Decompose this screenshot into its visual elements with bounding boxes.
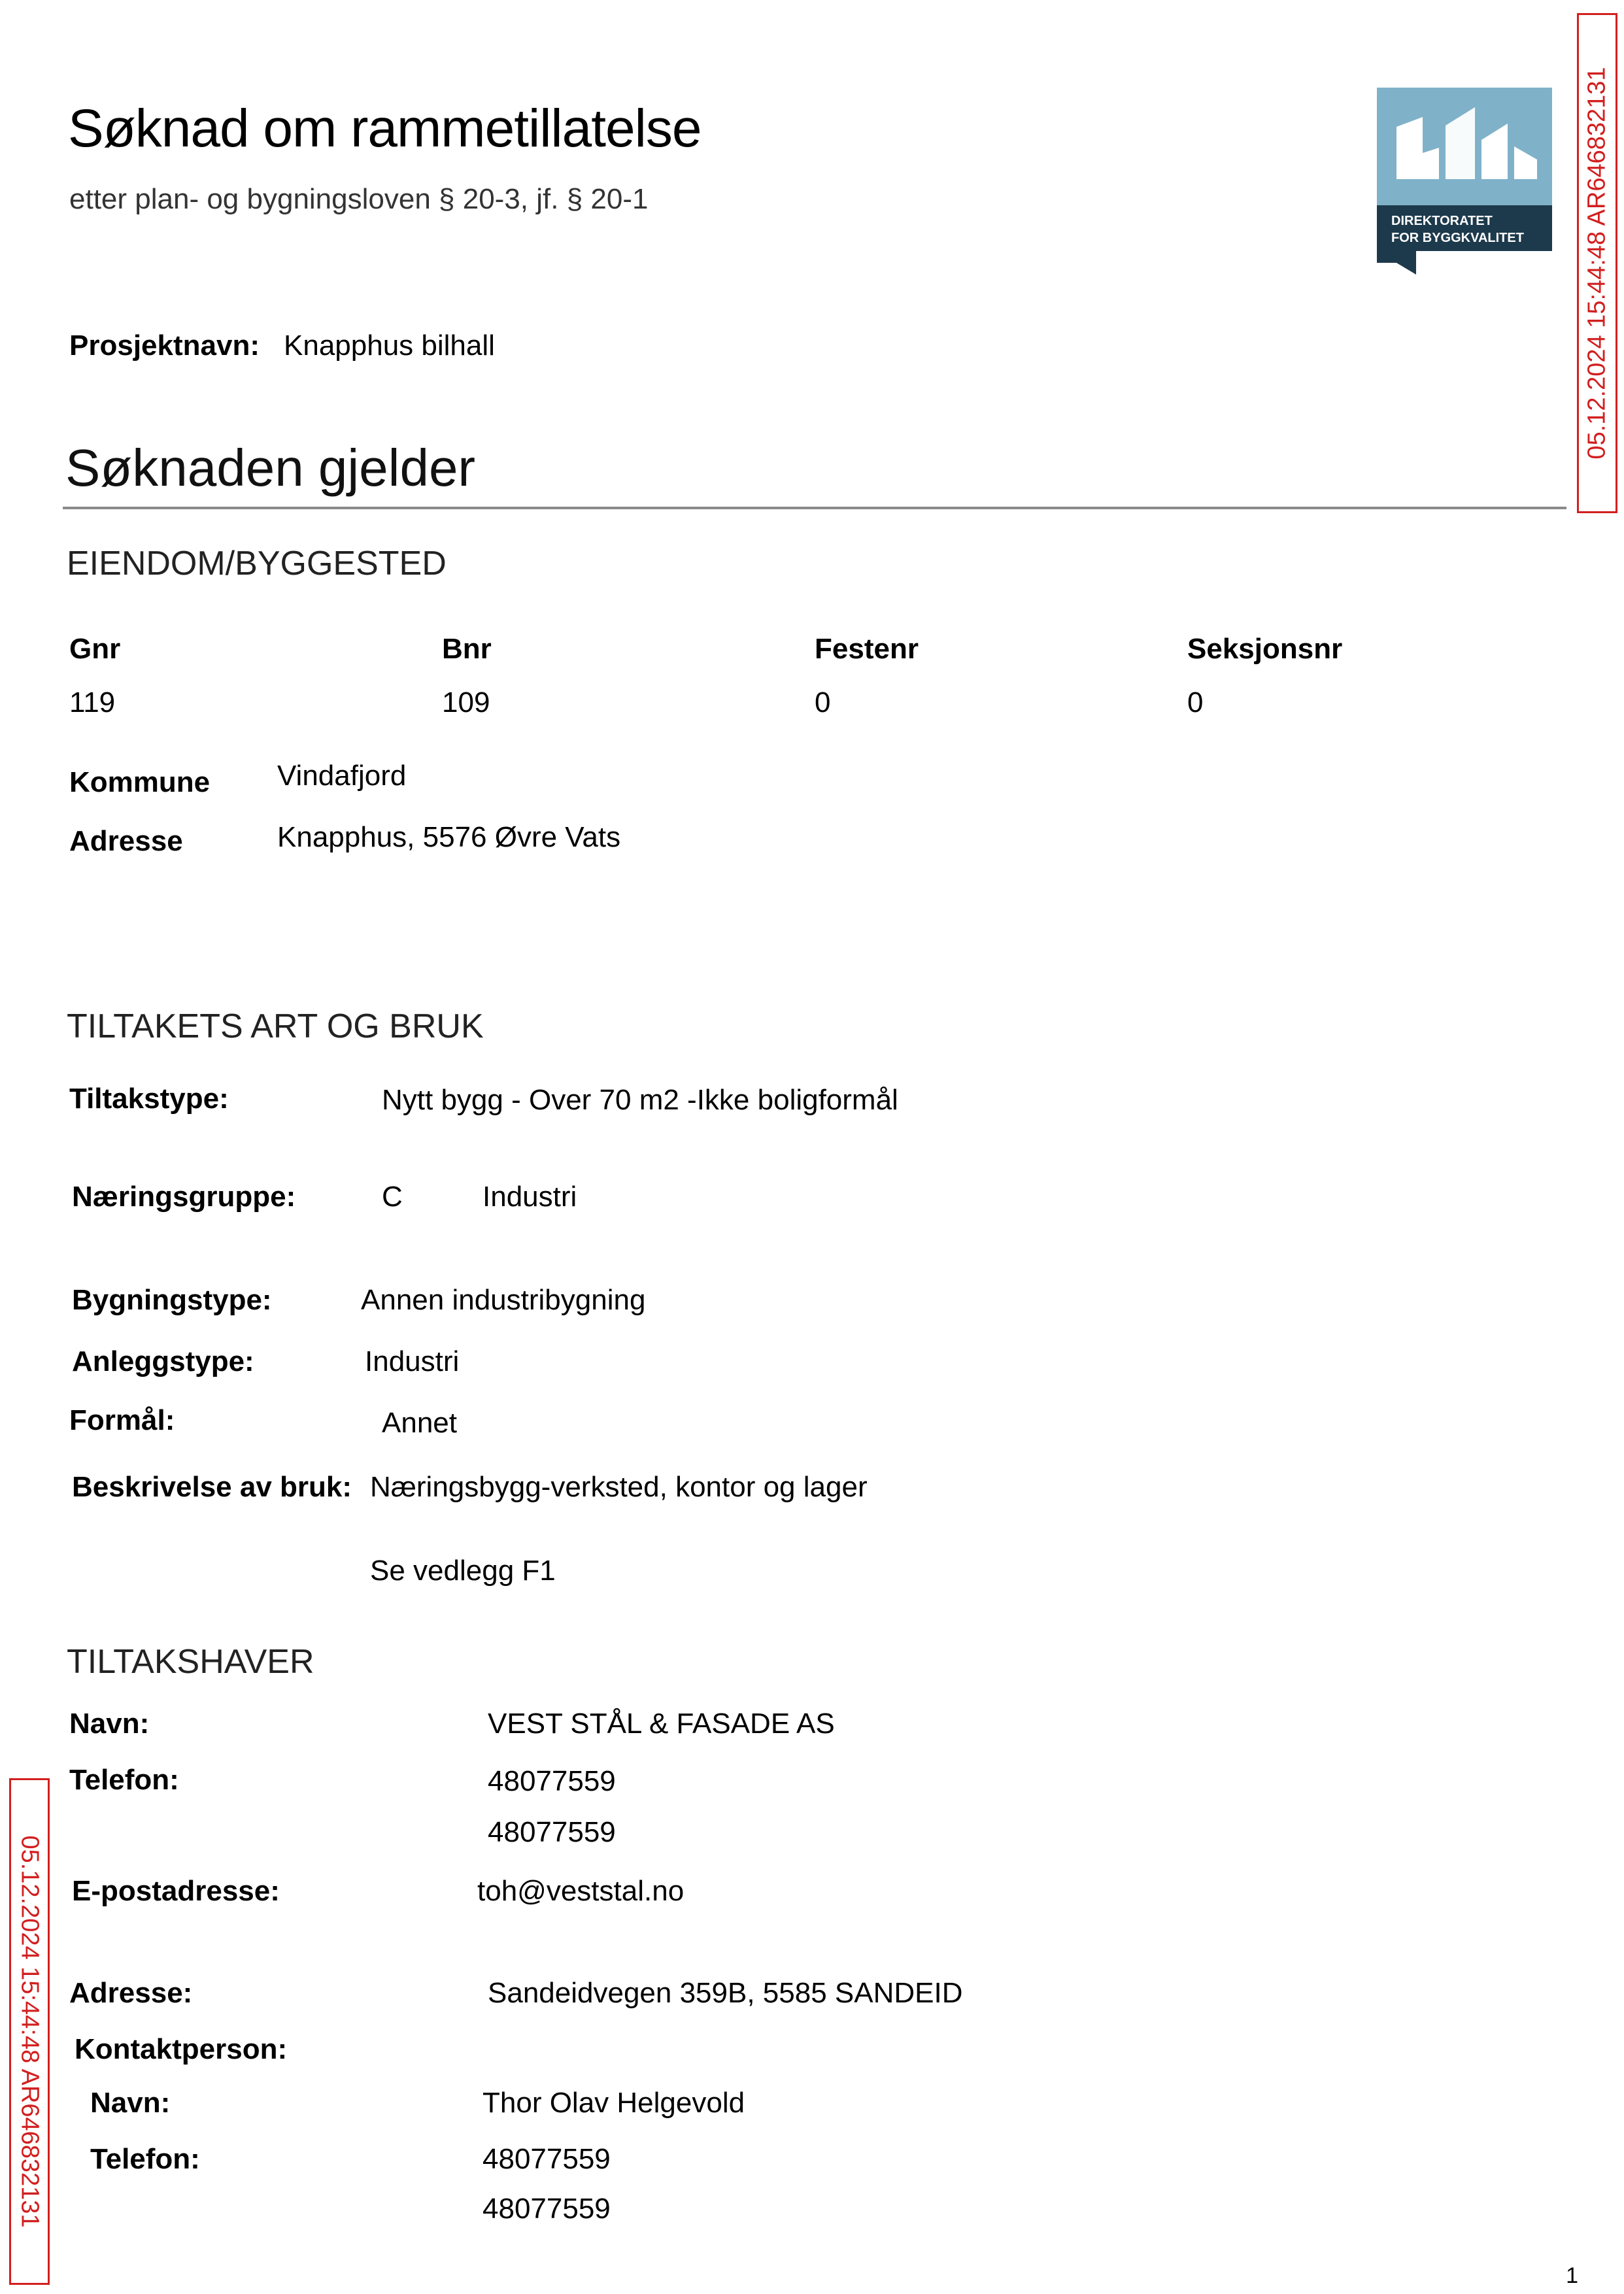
kontakt-telefon-value-1: 48077559 — [482, 2143, 611, 2175]
section-title: Søknaden gjelder — [65, 439, 476, 497]
bnr-label: Bnr — [442, 633, 492, 665]
beskrivelse-value: Næringsbygg-verksted, kontor og lager — [370, 1471, 868, 1503]
tiltakshaver-adresse-value: Sandeidvegen 359B, 5585 SANDEID — [488, 1977, 963, 2009]
epost-value: toh@veststal.no — [477, 1875, 685, 1907]
tiltakshaver-heading: TILTAKSHAVER — [67, 1643, 314, 1681]
anleggstype-value: Industri — [365, 1345, 460, 1377]
tiltakstype-value: Nytt bygg - Over 70 m2 -Ikke boligformål — [382, 1084, 898, 1116]
dibk-logo — [1377, 88, 1552, 275]
tiltakshaver-navn-label: Navn: — [69, 1708, 150, 1740]
page-number: 1 — [1566, 2263, 1578, 2288]
festenr-label: Festenr — [815, 633, 919, 665]
kontakt-telefon-label: Telefon: — [90, 2143, 200, 2175]
festenr-value: 0 — [815, 686, 831, 718]
bnr-value: 109 — [442, 686, 490, 718]
beskrivelse-label: Beskrivelse av bruk: — [72, 1471, 352, 1503]
document-subtitle: etter plan- og bygningsloven § 20-3, jf. § 20-1 — [69, 183, 649, 215]
dibk-logo-graphic — [1377, 88, 1552, 275]
seksjonsnr-value: 0 — [1187, 686, 1204, 718]
adresse-value: Knapphus, 5576 Øvre Vats — [277, 821, 621, 853]
section-divider — [63, 507, 1566, 509]
anleggstype-label: Anleggstype: — [72, 1345, 254, 1377]
formal-value: Annet — [382, 1407, 457, 1439]
kontakt-telefon-value-2: 48077559 — [482, 2193, 611, 2225]
tiltakstype-label: Tiltakstype: — [69, 1083, 229, 1115]
seksjonsnr-label: Seksjonsnr — [1187, 633, 1343, 665]
kontakt-navn-label: Navn: — [90, 2087, 171, 2119]
archive-stamp-top-text: 05.12.2024 15:44:48 AR646832131 — [1583, 67, 1611, 460]
kommune-value: Vindafjord — [277, 760, 407, 792]
project-label: Prosjektnavn: — [69, 329, 260, 362]
archive-stamp-top — [1577, 13, 1617, 513]
eiendom-heading: EIENDOM/BYGGESTED — [67, 545, 447, 582]
kontaktperson-label: Kontaktperson: — [75, 2033, 288, 2065]
tiltakshaver-adresse-label: Adresse: — [69, 1977, 193, 2009]
tiltakshaver-telefon-value-1: 48077559 — [488, 1765, 616, 1797]
archive-stamp-bottom-text: 05.12.2024 15:44:48 AR646832131 — [16, 1835, 44, 2228]
epost-label: E-postadresse: — [72, 1875, 280, 1907]
formal-label: Formål: — [69, 1404, 175, 1436]
adresse-label: Adresse — [69, 825, 183, 857]
vedlegg-note: Se vedlegg F1 — [370, 1555, 556, 1587]
gnr-label: Gnr — [69, 633, 121, 665]
naeringsgruppe-label: Næringsgruppe: — [72, 1181, 296, 1213]
bygningstype-label: Bygningstype: — [72, 1284, 272, 1316]
logo-text-line2: FOR BYGGKVALITET — [1391, 231, 1524, 245]
kommune-label: Kommune — [69, 766, 211, 798]
archive-stamp-bottom — [9, 1778, 50, 2285]
tiltakshaver-navn-value: VEST STÅL & FASADE AS — [488, 1708, 835, 1740]
tiltak-heading: TILTAKETS ART OG BRUK — [67, 1007, 484, 1045]
gnr-value: 119 — [69, 686, 116, 718]
tiltakshaver-telefon-value-2: 48077559 — [488, 1816, 616, 1848]
project-value: Knapphus bilhall — [284, 329, 495, 362]
naeringsgruppe-value: Industri — [482, 1181, 577, 1213]
naeringsgruppe-code: C — [382, 1181, 403, 1213]
kontakt-navn-value: Thor Olav Helgevold — [482, 2087, 745, 2119]
tiltakshaver-telefon-label: Telefon: — [69, 1764, 179, 1796]
bygningstype-value: Annen industribygning — [361, 1284, 646, 1316]
document-title: Søknad om rammetillatelse — [68, 99, 702, 158]
logo-text-line1: DIREKTORATET — [1391, 214, 1493, 228]
